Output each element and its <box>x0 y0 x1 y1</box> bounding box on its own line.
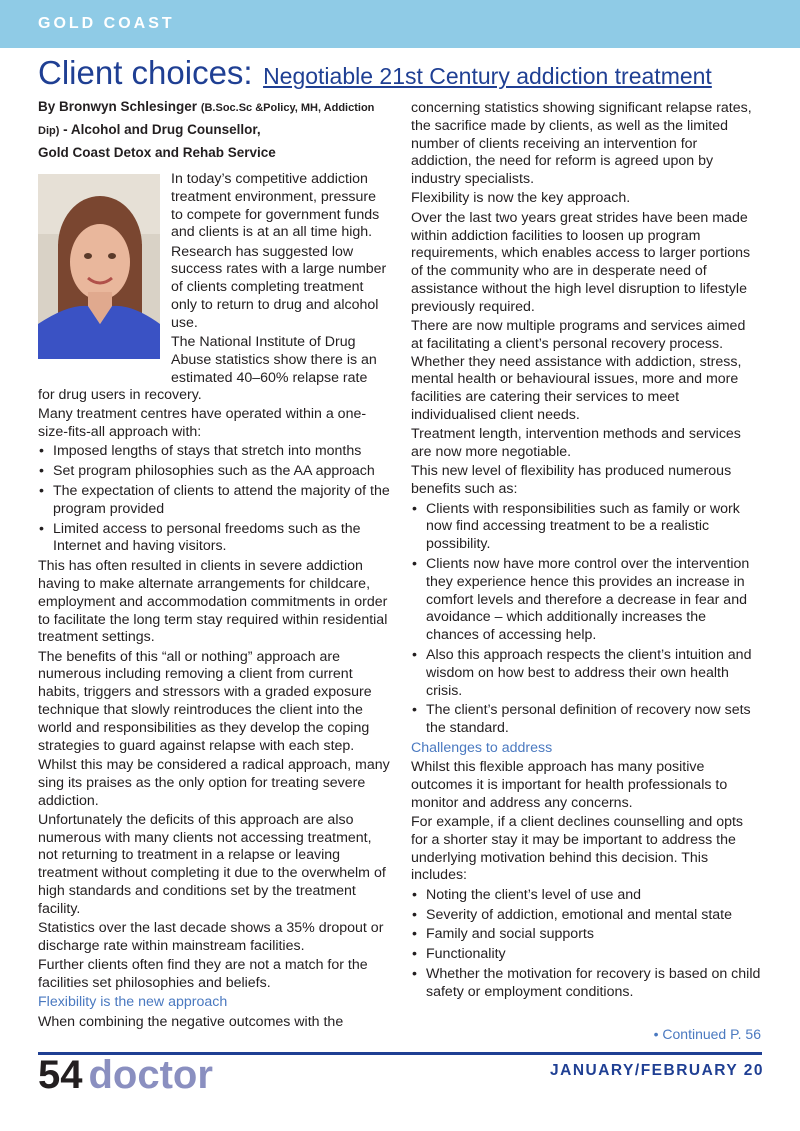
bullet-list <box>411 887 761 1002</box>
paragraph: Over the last two years great strides have been made within addiction facilities to loosen up program requirements, which enables access to larger portions of the community who are in desperate need of assistance without the high level disruption to lifestyle previously required. <box>411 209 751 315</box>
author-role: - Alcohol and Drug Counsellor, <box>63 122 261 137</box>
intro-paragraph: In today’s competitive addiction treatment environment, pressure to compete for government funds and clients is at an all time high. <box>171 171 380 241</box>
list-item: • The client’s personal definition of recovery now sets the standard. <box>411 702 761 738</box>
subheading: Challenges to address <box>411 739 553 756</box>
paragraph: Many treatment centres have operated within a one-size-fits-all approach with: <box>38 406 367 441</box>
list-item: • Severity of addiction, emotional and mental state <box>411 907 761 925</box>
right-column <box>411 100 761 1004</box>
paragraph: Whilst this flexible approach has many positive outcomes it is important for health professionals to monitor and address any concerns. <box>411 759 728 811</box>
article-title <box>38 54 712 92</box>
list-item: • Family and social supports <box>411 926 761 944</box>
paragraph: concerning statistics showing significant relapse rates, the sacrifice made by clients, as well as the limited number of clients receiving an intervention for addiction, the need for reform is agreed upon by industry specialists. <box>411 100 752 188</box>
list-item: • Clients with responsibilities such as family or work now find accessing treatment to be a realistic possibility. <box>411 501 761 554</box>
paragraph: Further clients often find they are not a match for the facilities set philosophies and beliefs. <box>38 957 368 991</box>
paragraph: for drug users in recovery. <box>38 387 202 403</box>
bullet-list <box>38 443 390 556</box>
paragraph: There are now multiple programs and services aimed at facilitating a client’s personal recovery process. Whether they need assistance with addiction, stress, mental health or behavioural issues, more and more facilities are catering their services to meet individualised client needs. <box>411 318 746 424</box>
intro-paragraph: The National Institute of Drug Abuse statistics show there is an estimated 40–60% relapse rate <box>171 334 377 386</box>
paragraph: For example, if a client declines counselling and opts for a shorter stay it may be important to address the underlying motivation behind this decision. This includes: <box>411 814 744 884</box>
list-item: • Set program philosophies such as the AA approach <box>38 463 390 481</box>
paragraph: Unfortunately the deficits of this approach are also numerous with many clients not accessing treatment, not returning to treatment in a relapse or leaving treatment without completing it due to the overwhelm of high standards and conditions set by the treatment facility. <box>38 811 386 917</box>
paragraph: Flexibility is now the key approach. <box>411 190 631 207</box>
paragraph: Whilst this may be considered a radical approach, many sing its praises as the only option for treating severe addiction. <box>38 756 390 809</box>
page-number: 54 <box>38 1053 83 1097</box>
subheading: Flexibility is the new approach <box>38 994 228 1011</box>
list-item: • Whether the motivation for recovery is based on child safety or employment conditions. <box>411 966 761 1002</box>
author-name: By Bronwyn Schlesinger <box>38 99 198 114</box>
intro-paragraph: Research has suggested low success rates with a large number of clients completing treatment only to return to drug and alcohol use. <box>171 243 387 331</box>
list-item: • Clients now have more control over the intervention they experience hence this provides an increase in comfort levels and therefore a decrease in fear and avoidance – which additionally increases the chances of accessing help. <box>411 556 761 645</box>
list-item: • The expectation of clients to attend the majority of the program provided <box>38 483 390 519</box>
continued-link[interactable]: • Continued P. 56 <box>653 1026 761 1042</box>
paragraph: The benefits of this “all or nothing” approach are numerous including removing a client from current habits, triggers and stressors with a graded exposure technique that slowly reintroduces the client into the world and responsibilities as they develop the coping strategies to guard against relapse with each step. <box>38 648 372 754</box>
list-item: • Also this approach respects the client’s intuition and wisdom on how best to address their own health crisis. <box>411 647 761 700</box>
author-org: Gold Coast Detox and Rehab Service <box>38 145 276 160</box>
section-banner <box>0 0 800 48</box>
list-item: • Functionality <box>411 946 761 964</box>
list-item: • Noting the client’s level of use and <box>411 887 761 905</box>
byline <box>38 96 398 163</box>
list-item: • Imposed lengths of stays that stretch into months <box>38 443 390 461</box>
paragraph: When combining the negative outcomes with the <box>38 1013 344 1030</box>
page-footer <box>38 1053 213 1098</box>
paragraph: This has often resulted in clients in severe addiction having to make alternate arrangements for childcare, employment and accommodation commitments in order to facilitate the long term stay required within residential treatment settings. <box>38 558 388 646</box>
intro-text <box>171 171 391 389</box>
magazine-name: doctor <box>88 1053 213 1097</box>
bullet-list <box>411 501 761 738</box>
paragraph: Treatment length, intervention methods and services are now more negotiable. <box>411 426 741 461</box>
title-main: Client choices: <box>38 54 253 91</box>
paragraph: Statistics over the last decade shows a 35% dropout or discharge rate within mainstream facilities. <box>38 920 384 954</box>
section-label: GOLD COAST <box>38 15 175 32</box>
paragraph: This new level of flexibility has produced numerous benefits such as: <box>411 463 732 498</box>
issue-date: JANUARY/FEBRUARY 20 <box>550 1062 764 1079</box>
list-item: • Limited access to personal freedoms such as the Internet and having visitors. <box>38 521 390 557</box>
author-photo <box>38 174 160 359</box>
author-credentials: (B.Soc.Sc &Policy, MH, Addiction Dip) <box>38 102 375 137</box>
left-column <box>38 387 390 1033</box>
title-subtitle: Negotiable 21st Century addiction treatment <box>263 63 712 89</box>
